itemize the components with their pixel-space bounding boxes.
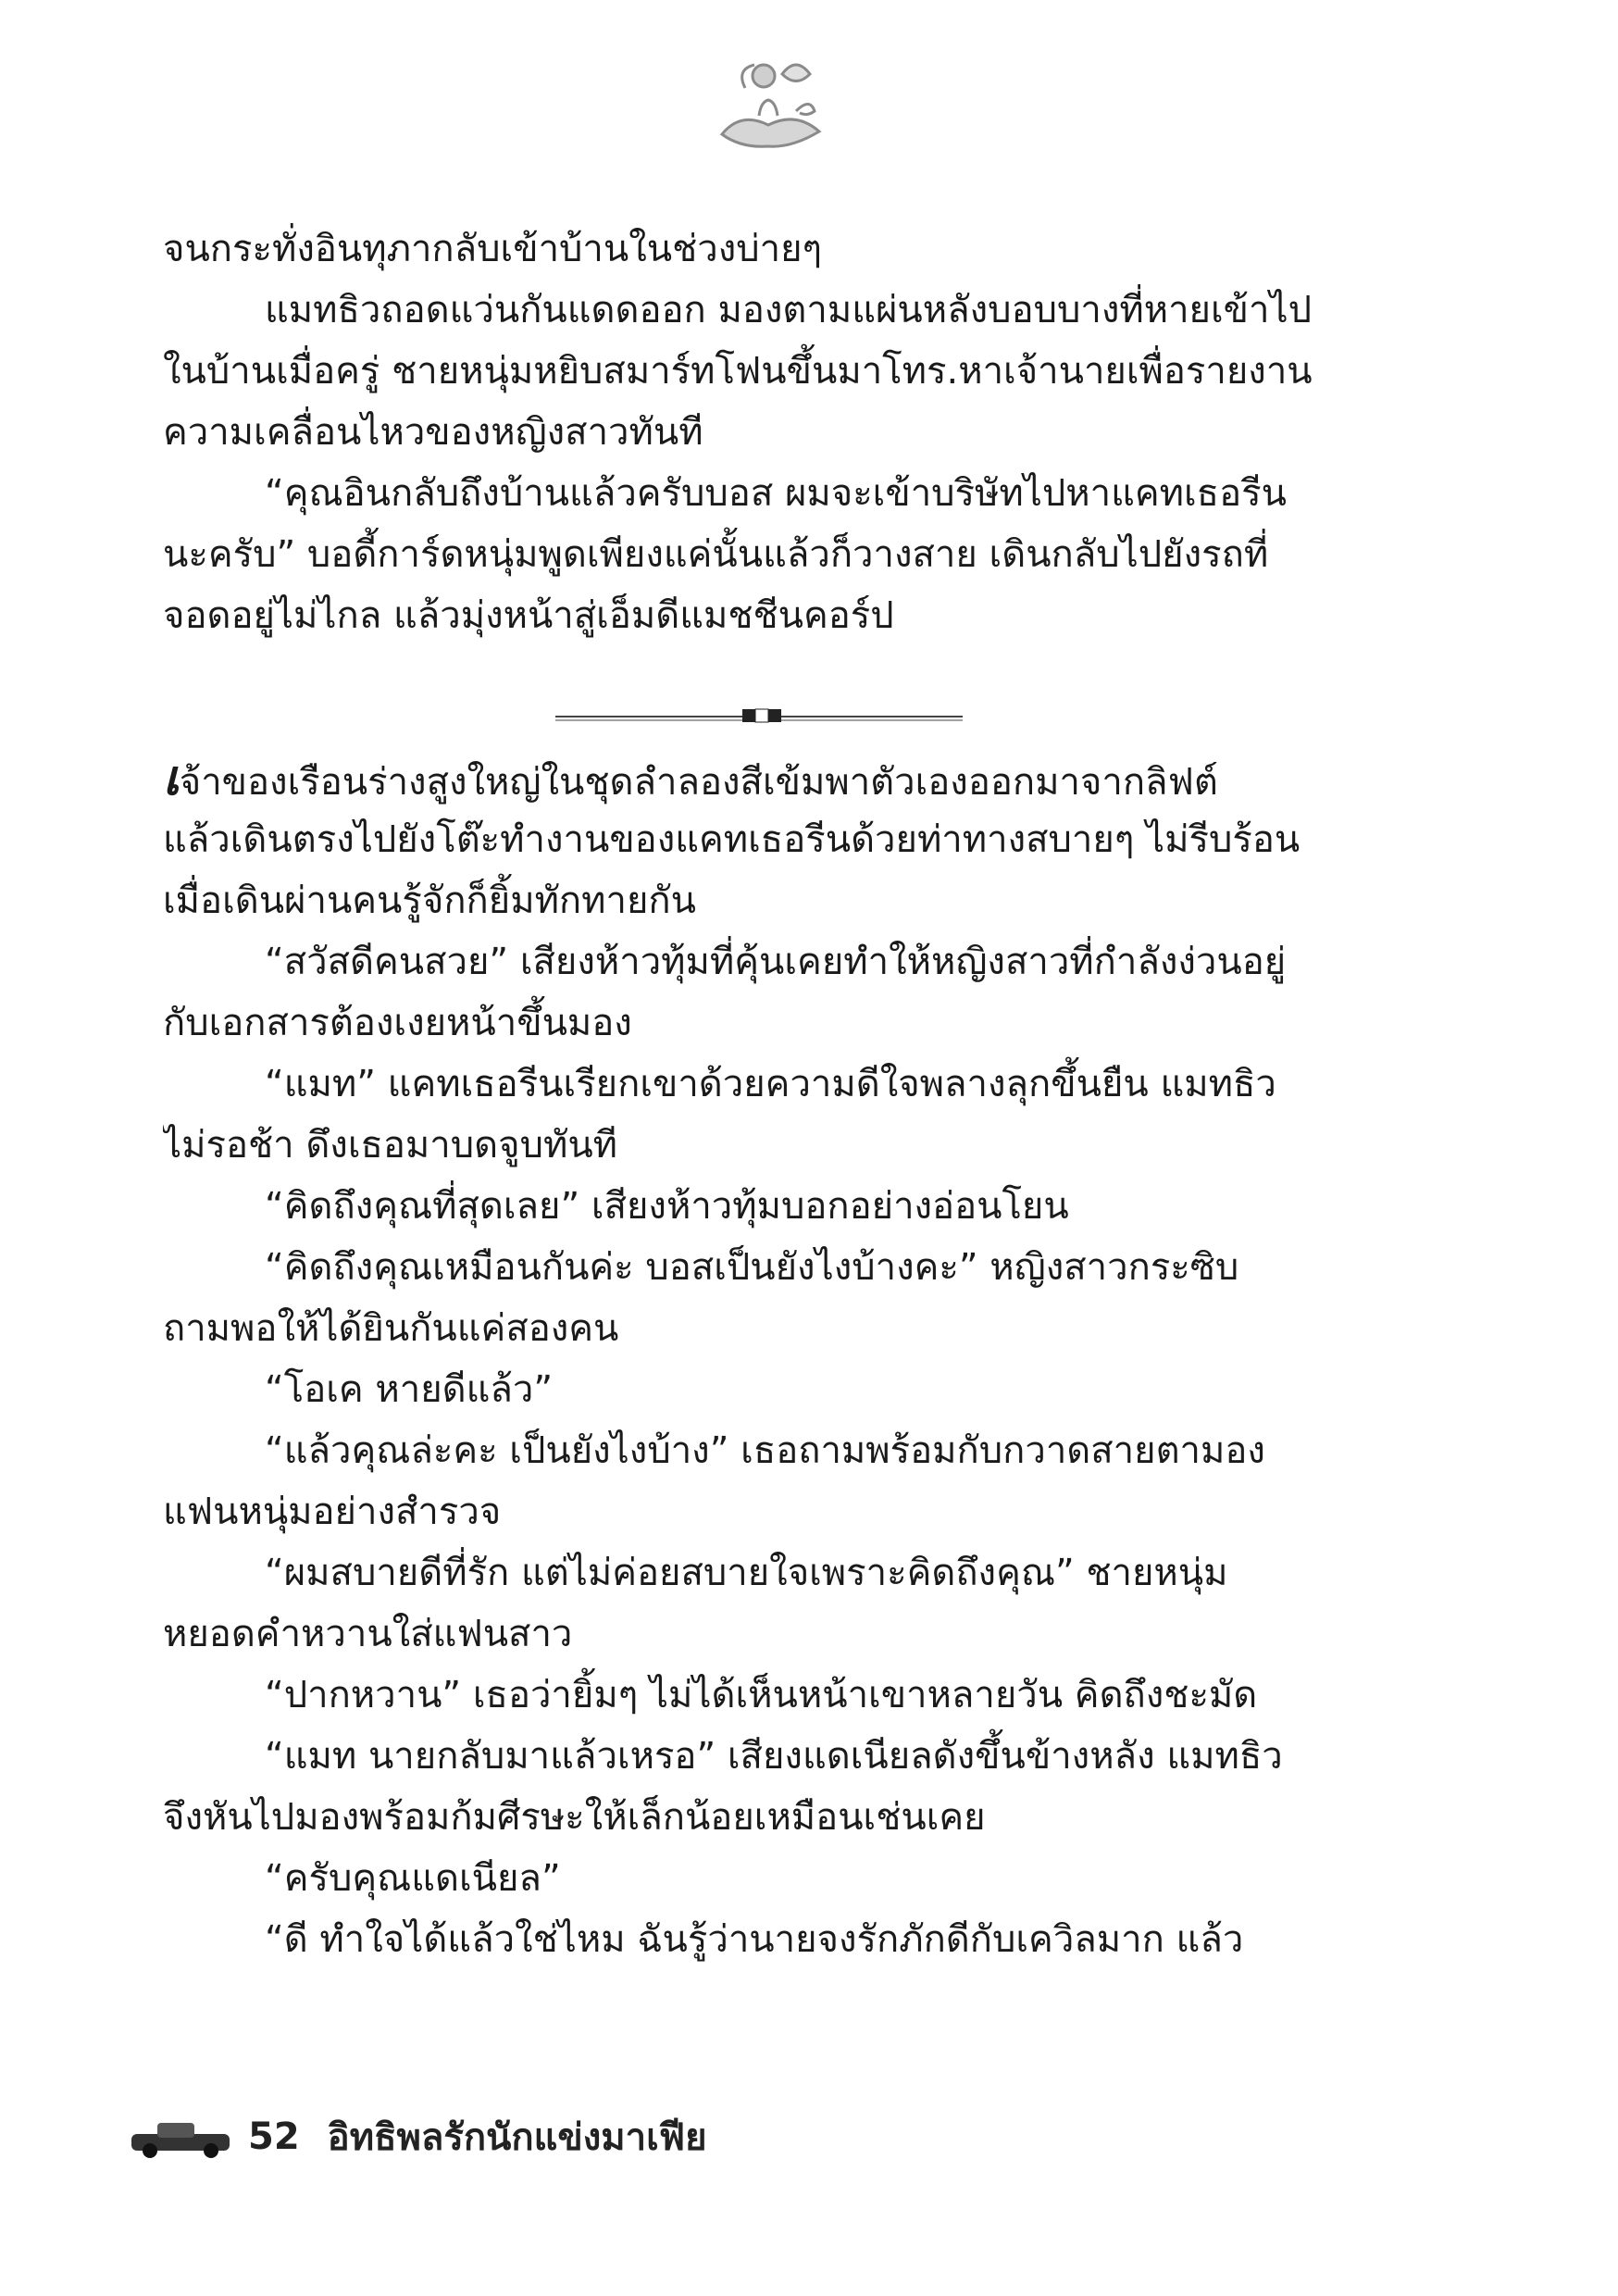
paragraph-line: “แมท นายกลับมาแล้วเหรอ” เสียงแดเนียลดังขึ้นข้างหลัง แมทธิว [265, 1735, 1283, 1778]
paragraph-line: “สวัสดีคนสวย” เสียงห้าวทุ้มที่คุ้นเคยทำให้หญิงสาวที่กำลังง่วนอยู่ [265, 941, 1287, 983]
paragraph-line: กับเอกสารต้องเงยหน้าขึ้นมอง [163, 1002, 632, 1044]
paragraph-line: “คิดถึงคุณที่สุดเลย” เสียงห้าวทุ้มบอกอย่างอ่อนโยน [265, 1185, 1069, 1228]
paragraph-line: “ดี ทำใจได้แล้วใช่ไหม ฉันรู้ว่านายจงรักภักดีกับเควิลมาก แล้ว [265, 1918, 1244, 1961]
paragraph-line: “โอเค หายดีแล้ว” [265, 1368, 554, 1411]
page-number: 52 [248, 2115, 300, 2158]
paragraph-line: แมทธิวถอดแว่นกันแดดออก มองตามแผ่นหลังบอบบางที่หายเข้าไป [265, 289, 1312, 331]
page-footer [130, 2100, 707, 2174]
paragraph-line: “ครับคุณแดเนียล” [265, 1857, 561, 1900]
paragraph-line-first [163, 748, 1353, 809]
paragraph-line: “แล้วคุณล่ะคะ เป็นยังไงบ้าง” เธอถามพร้อมกับกวาดสายตามอง [265, 1429, 1265, 1472]
paragraph-line: ไม่รอช้า ดึงเธอมาบดจูบทันที [163, 1124, 618, 1167]
paragraph-line: ความเคลื่อนไหวของหญิงสาวทันที [163, 411, 703, 454]
body-text-top [163, 218, 1353, 646]
paragraph-line: หยอดคำหวานใส่แฟนสาว [163, 1613, 573, 1655]
book-title: อิทธิพลรักนักแข่งมาเฟีย [327, 2116, 707, 2159]
paragraph-line: “ปากหวาน” เธอว่ายิ้มๆ ไม่ได้เห็นหน้าเขาหลายวัน คิดถึงชะมัด [265, 1674, 1258, 1716]
paragraph-line: เมื่อเดินผ่านคนรู้จักก็ยิ้มทักทายกัน [163, 880, 696, 922]
paragraph-line: ในบ้านเมื่อครู่ ชายหนุ่มหยิบสมาร์ทโฟนขึ้นมาโทร.หาเจ้านายเพื่อรายงาน [163, 350, 1313, 393]
first-line-text: จ้าของเรือนร่างสูงใหญ่ในชุดลำลองสีเข้มพาตัวเองออกมาจากลิฟต์ [179, 761, 1218, 804]
paragraph-line: จอดอยู่ไม่ไกล แล้วมุ่งหน้าสู่เอ็มดีแมชชีนคอร์ป [163, 594, 894, 637]
paragraph-line: แฟนหนุ่มอย่างสำรวจ [163, 1491, 502, 1533]
checkered-flag-divider-icon [555, 704, 963, 731]
paragraph-line: “คุณอินกลับถึงบ้านแล้วครับบอส ผมจะเข้าบริษัทไปหาแคทเธอรีน [265, 472, 1287, 515]
paragraph-line: นะครับ” บอดี้การ์ดหนุ่มพูดเพียงแค่นั้นแล้วก็วางสาย เดินกลับไปยังรถที่ [163, 533, 1269, 576]
drop-cap: เ [163, 750, 180, 806]
race-car-icon [130, 2114, 231, 2160]
paragraph-line: จนกระทั่งอินทุภากลับเข้าบ้านในช่วงบ่ายๆ [163, 228, 823, 270]
paragraph-line: ถามพอให้ได้ยินกันแค่สองคน [163, 1307, 619, 1350]
paragraph-line: แล้วเดินตรงไปยังโต๊ะทำงานของแคทเธอรีนด้วยท่าทางสบายๆ ไม่รีบร้อน [163, 818, 1301, 861]
paragraph-line: “คิดถึงคุณเหมือนกันค่ะ บอสเป็นยังไงบ้างคะ” หญิงสาวกระซิบ [265, 1246, 1239, 1289]
paragraph-line: จึงหันไปมองพร้อมก้มศีรษะให้เล็กน้อยเหมือนเช่นเคย [163, 1796, 986, 1839]
paragraph-line: “แมท” แคทเธอรีนเรียกเขาด้วยความดีใจพลางลุกขึ้นยืน แมทธิว [265, 1063, 1276, 1105]
body-text-bottom [163, 748, 1353, 1970]
cupid-teapot-ornament-icon [703, 46, 833, 157]
paragraph-line: “ผมสบายดีที่รัก แต่ไม่ค่อยสบายใจเพราะคิดถึงคุณ” ชายหนุ่ม [265, 1552, 1228, 1594]
